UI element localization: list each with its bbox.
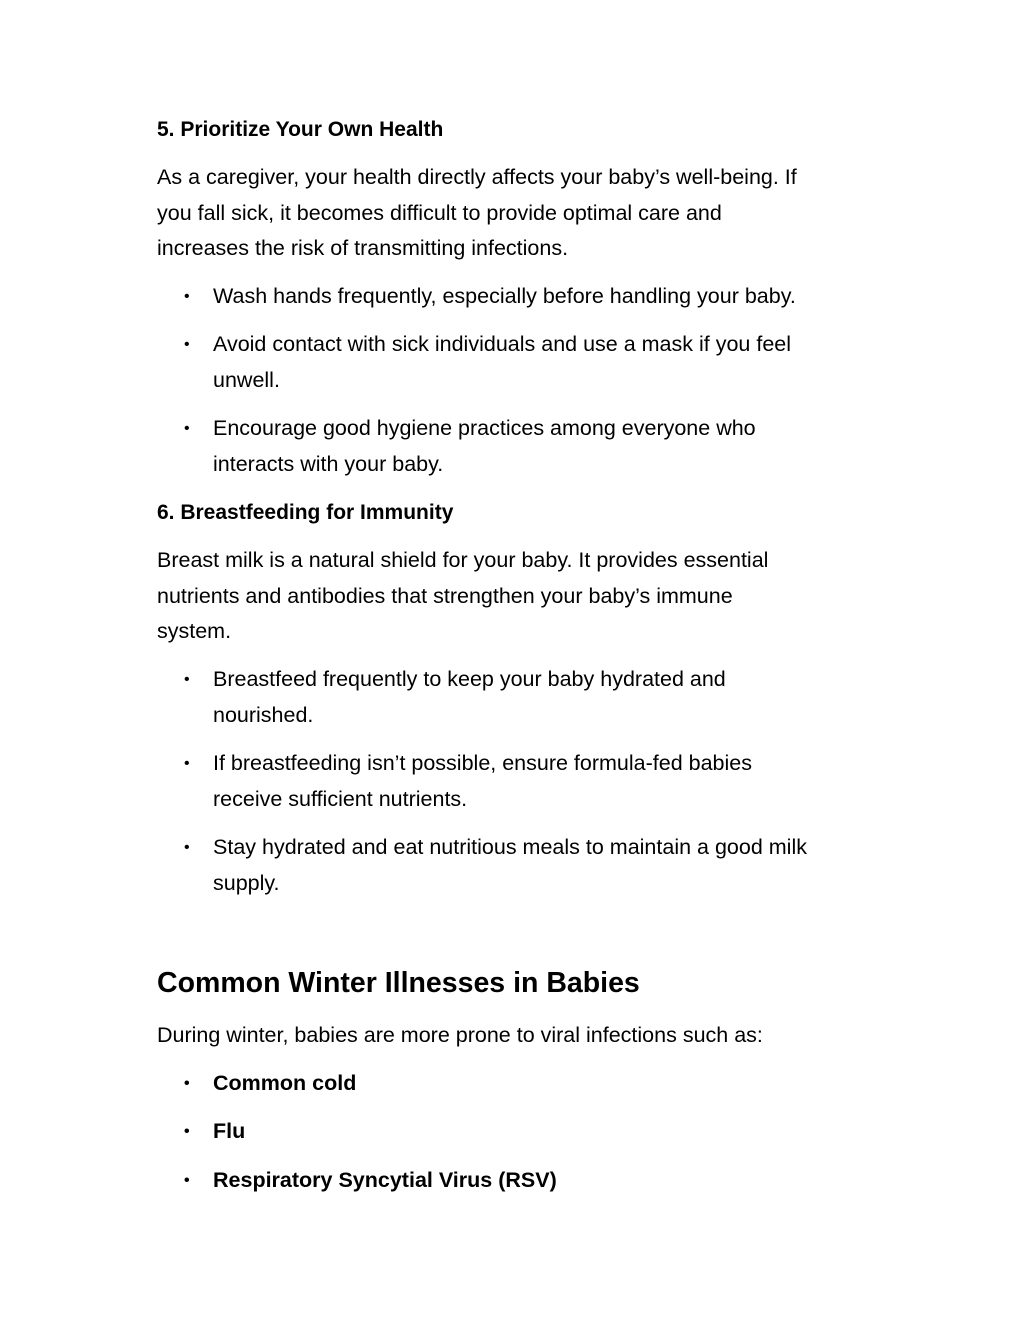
list-item: • Respiratory Syncytial Virus (RSV) [213, 1163, 873, 1199]
bullet-icon: • [184, 755, 190, 772]
bullet-icon: • [184, 288, 190, 305]
section-heading-winter-illnesses: Common Winter Illnesses in Babies [157, 967, 640, 999]
bullet-icon: • [184, 1123, 190, 1140]
list-item: • Wash hands frequently, especially before handling your baby. [213, 279, 873, 315]
bullet-icon: • [184, 1172, 190, 1189]
list-item: • Avoid contact with sick individuals and use a mask if you feel unwell. [213, 327, 873, 398]
section-paragraph-winter-intro: During winter, babies are more prone to viral infections such as: [157, 1023, 763, 1047]
section-heading-prioritize-health: 5. Prioritize Your Own Health [157, 118, 444, 141]
section-paragraph-breastfeeding: Breast milk is a natural shield for your baby. It provides essential nutrients and antibodies that strengthen your baby’s immune system. [157, 548, 769, 643]
list-item: • If breastfeeding isn’t possible, ensure formula-fed babies receive sufficient nutrients. [213, 746, 873, 817]
bullet-icon: • [184, 839, 190, 856]
bullet-icon: • [184, 336, 190, 353]
list-item: • Common cold [213, 1066, 873, 1102]
bullet-icon: • [184, 420, 190, 437]
list-item: • Encourage good hygiene practices among everyone who interacts with your baby. [213, 411, 873, 482]
list-item: • Stay hydrated and eat nutritious meals to maintain a good milk supply. [213, 830, 873, 901]
list-item: • Breastfeed frequently to keep your baby hydrated and nourished. [213, 662, 873, 733]
section-heading-breastfeeding: 6. Breastfeeding for Immunity [157, 501, 454, 524]
section-paragraph-prioritize-health: As a caregiver, your health directly affects your baby’s well-being. If you fall sick, it becomes difficult to provide optimal care and increases the risk of transmitting infections. [157, 165, 797, 260]
bullet-icon: • [184, 671, 190, 688]
list-item: • Flu [213, 1114, 873, 1150]
bullet-icon: • [184, 1075, 190, 1092]
